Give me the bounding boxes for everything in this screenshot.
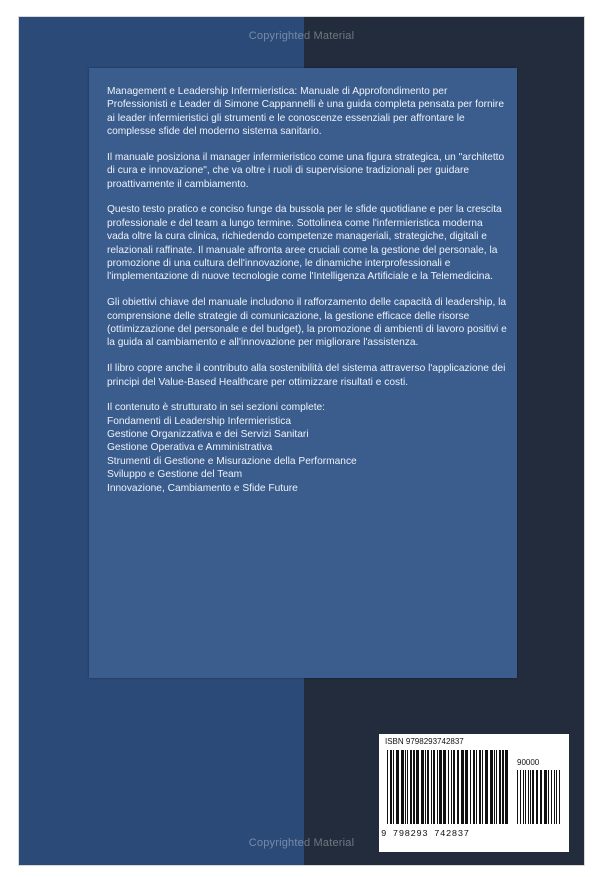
barcode-bar xyxy=(401,750,404,824)
barcode-bar xyxy=(479,750,481,824)
barcode-bar xyxy=(431,750,432,824)
barcode-bar xyxy=(413,750,415,824)
barcode-bar xyxy=(387,750,388,824)
section-item: Gestione Organizzativa e dei Servizi Sanitari xyxy=(107,429,309,441)
sections-intro: Il contenuto è strutturato in sei sezioni complete: xyxy=(107,402,326,414)
barcode-bar xyxy=(457,750,459,824)
barcode-bar xyxy=(544,770,547,824)
barcode-supplement-bars xyxy=(517,770,561,824)
barcode-bar xyxy=(525,770,526,824)
barcode-bar xyxy=(410,750,412,824)
section-item: Fondamenti di Leadership Infermieristica xyxy=(107,415,292,427)
barcode-bar xyxy=(496,750,497,824)
paragraph-5: Il libro copre anche il contributo alla sostenibilità del sistema attraverso l'applicazione dei principi del Value-Based Healthcare per ottimizzare risultati e costi. xyxy=(107,363,506,388)
section-item: Innovazione, Cambiamento e Sfide Future xyxy=(107,482,298,494)
isbn-label: ISBN 9798293742837 xyxy=(385,737,464,746)
watermark-bottom: Copyrighted Material xyxy=(248,837,355,849)
barcode-bar xyxy=(405,750,406,824)
barcode-bar xyxy=(396,750,399,824)
blurb-panel xyxy=(89,68,517,678)
barcode-bar xyxy=(494,750,495,824)
barcode-bar xyxy=(517,770,518,824)
barcode-bar xyxy=(540,770,542,824)
barcode-bar xyxy=(451,750,452,824)
barcode-bar xyxy=(427,750,429,824)
barcode-bar xyxy=(551,770,552,824)
paragraph-2: Il manuale posiziona il manager infermieristico come una figura strategica, un "architetto di cura e innovazione", che va oltre i ruoli di supervisione tradizionali per guidare proattivamente il cambiamento. xyxy=(107,151,505,190)
barcode-bar xyxy=(461,750,464,824)
barcode-bar xyxy=(548,770,549,824)
paragraph-3: Questo testo pratico e conciso funge da bussola per le sfide quotidiane e per la crescita professionale e del team a lungo termine. Sottolinea come l'infermieristica moderna vada oltre la cura clinica, richiedendo competenze manageriali, strategiche, digitali e relazionali raffinate. Il manuale affronta aree cruciali come la gestione del personale, la promozione di una cultura dell'innovazione, le dinamiche interprofessionali e l'implementazione di nuove tecnologie come l'Intelligenza Artificiale e la Telemedicina. xyxy=(107,204,502,283)
barcode-bar xyxy=(505,750,508,824)
barcode-bars xyxy=(387,750,509,824)
barcode-bar xyxy=(476,750,477,824)
barcode-bar xyxy=(453,750,455,824)
price-code: 90000 xyxy=(517,758,540,767)
barcode-bar xyxy=(559,770,560,824)
barcode-bar xyxy=(390,750,392,824)
barcode-bar xyxy=(443,750,446,824)
section-item: Strumenti di Gestione e Misurazione della Performance xyxy=(107,455,357,467)
paragraph-4: Gli obiettivi chiave del manuale includono il rafforzamento delle capacità di leadership, la comprensione delle strategie di comunicazione, la gestione efficace delle risorse (ottimizzazione del personale e del budget), la promozione di ambienti di lavoro positivi e la guida al cambiamento e all'innovazione per migliorare l'assistenza. xyxy=(107,297,507,349)
barcode-bar xyxy=(407,750,408,824)
barcode-digits: 9 798293 742837 xyxy=(381,829,470,839)
barcode-bar xyxy=(485,750,488,824)
barcode-bar xyxy=(473,750,475,824)
section-item: Sviluppo e Gestione del Team xyxy=(107,469,243,481)
barcode-bar xyxy=(520,770,521,824)
barcode-bar xyxy=(482,750,483,824)
barcode-bar xyxy=(554,770,555,824)
back-cover xyxy=(19,17,584,865)
blurb-text xyxy=(107,85,507,495)
barcode-bar xyxy=(502,750,504,824)
barcode-bar xyxy=(490,750,493,824)
barcode-bar xyxy=(465,750,468,824)
barcode-bar xyxy=(425,750,426,824)
barcode-bar xyxy=(532,770,534,824)
barcode-bar xyxy=(528,770,529,824)
barcode-bar xyxy=(499,750,501,824)
barcode-bar xyxy=(439,750,442,824)
barcode-bar xyxy=(421,750,424,824)
isbn-barcode xyxy=(379,734,569,852)
barcode-bar xyxy=(523,770,524,824)
watermark-top: Copyrighted Material xyxy=(248,30,355,42)
barcode-bar xyxy=(448,750,449,824)
barcode-bar xyxy=(393,750,394,824)
barcode-bar xyxy=(536,770,538,824)
sections-list xyxy=(107,401,507,495)
barcode-bar xyxy=(530,770,531,824)
barcode-bar xyxy=(470,750,471,824)
barcode-bar xyxy=(437,750,438,824)
barcode-bar xyxy=(433,750,435,824)
section-item: Gestione Operativa e Amministrativa xyxy=(107,442,273,454)
barcode-bar xyxy=(416,750,419,824)
barcode-bar xyxy=(556,770,557,824)
paragraph-1: Management e Leadership Infermieristica: Manuale di Approfondimento per Professionisti e Leader di Simone Cappannelli è una guida completa pensata per fornire ai leader infermieristici gli strumenti e le conoscenze essenziali per affrontare le complesse sfide del moderno sistema sanitario. xyxy=(107,86,504,138)
